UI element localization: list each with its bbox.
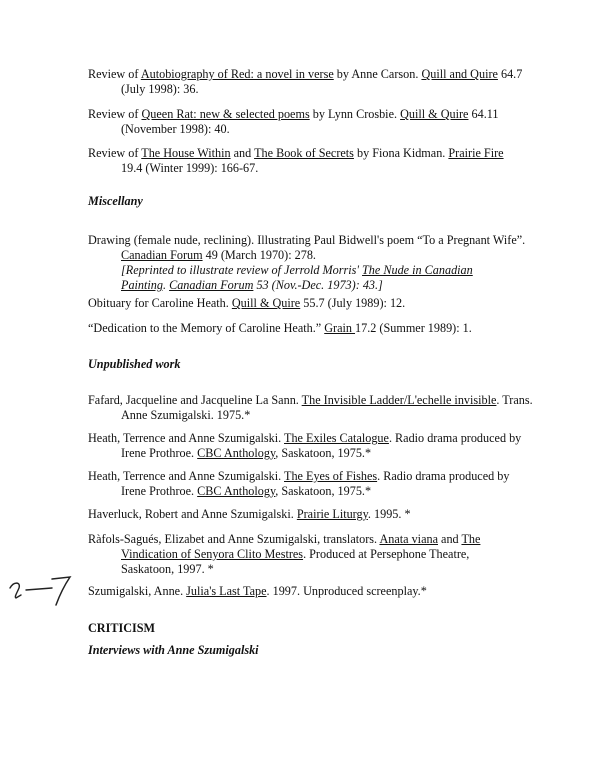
- section-heading-unpublished: Unpublished work: [88, 357, 181, 371]
- unpublished-entry: Haverluck, Robert and Anne Szumigalski. Prairie Liturgy. 1995. *: [88, 507, 411, 521]
- journal-name: Quill & Quire: [400, 107, 469, 121]
- journal-name: Quill & Quire: [231, 296, 301, 310]
- unpublished-entry: Ràfols-Sagués, Elizabet and Anne Szumigalski, translators. Anata viana and The Vindication of Senyora Clito Mestres. Produced at Persephone Theatre, Saskatoon, 1997. *: [88, 532, 481, 576]
- book-title: The Book of Secrets: [254, 146, 354, 160]
- unpublished-entry: Heath, Terrence and Anne Szumigalski. The Eyes of Fishes. Radio drama produced by Irene Prothroe. CBC Anthology, Saskatoon, 1975.*: [88, 469, 510, 498]
- section-heading-criticism: CRITICISM: [88, 621, 156, 635]
- review-entry: Review of The House Within and The Book of Secrets by Fiona Kidman. Prairie Fire 19.4 (Winter 1999): 166-67.: [88, 146, 504, 175]
- journal-name: Prairie Fire: [448, 146, 504, 160]
- handwritten-mark-icon: [4, 572, 74, 608]
- dedication-entry: “Dedication to the Memory of Caroline Heath.” Grain 17.2 (Summer 1989): 1.: [88, 321, 472, 335]
- unpublished-entry: Heath, Terrence and Anne Szumigalski. The Exiles Catalogue. Radio drama produced by Irene Prothroe. CBC Anthology, Saskatoon, 1975.*: [88, 431, 522, 460]
- journal-name: Canadian Forum: [121, 248, 203, 262]
- drawing-entry: Drawing (female nude, reclining). Illustrating Paul Bidwell's poem “To a Pregnant Wife”. Canadian Forum 49 (March 1970): 278. [Reprinted to illustrate review of Jerrold Morris' The Nude in Canadian Painting. Canadian Forum 53 (Nov.-Dec. 1973): 43.]: [88, 233, 526, 292]
- book-title: Queen Rat: new & selected poems: [141, 107, 310, 121]
- review-entry: Review of Autobiography of Red: a novel in verse by Anne Carson. Quill and Quire 64.7 (July 1998): 36.: [88, 67, 523, 96]
- book-title: Autobiography of Red: a novel in verse: [140, 67, 334, 81]
- journal-name: Quill and Quire: [421, 67, 498, 81]
- book-title: The House Within: [141, 146, 231, 160]
- section-heading-miscellany: Miscellany: [88, 194, 143, 208]
- obituary-entry: Obituary for Caroline Heath. Quill & Quire 55.7 (July 1989): 12.: [88, 296, 406, 310]
- unpublished-entry: Fafard, Jacqueline and Jacqueline La Sann. The Invisible Ladder/L'echelle invisible. Trans. Anne Szumigalski. 1975.*: [88, 393, 533, 422]
- unpublished-entry: Szumigalski, Anne. Julia's Last Tape. 1997. Unproduced screenplay.*: [88, 584, 427, 598]
- journal-name: Grain: [324, 321, 356, 335]
- review-entry: Review of Queen Rat: new & selected poems by Lynn Crosbie. Quill & Quire 64.11 (November 1998): 40.: [88, 107, 499, 136]
- subsection-heading-interviews: Interviews with Anne Szumigalski: [88, 643, 259, 657]
